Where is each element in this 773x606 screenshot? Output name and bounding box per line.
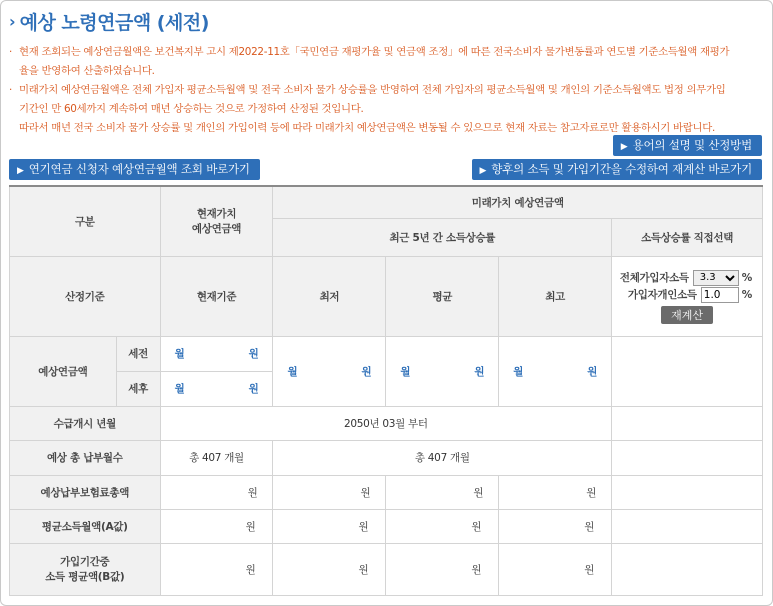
premium-max: 원 (499, 475, 612, 509)
avg-income-avg: 원 (386, 509, 499, 543)
terms-explanation-button[interactable] (613, 135, 762, 156)
unit-won: 원 (587, 365, 598, 378)
direct-value-cell (612, 336, 763, 406)
unit-won: 원 (474, 365, 485, 378)
avg-income-max: 원 (499, 509, 612, 543)
avg-income-direct (612, 509, 763, 543)
header-min: 최저 (273, 256, 386, 336)
pension-table (9, 185, 763, 596)
premium-avg: 원 (386, 475, 499, 509)
bullet-icon: · (9, 84, 13, 96)
unit-month: 월 (174, 348, 185, 360)
notice-text (9, 43, 761, 138)
header-posttax: 세후 (116, 371, 160, 406)
header-start-date: 수급개시 년월 (10, 406, 161, 440)
header-b-value-line1: 가입기간중 (60, 556, 110, 568)
notice-line-3: 따라서 매년 전국 소비자 물가 상승률 및 개인의 가입이력 등에 따라 미래가치 예상연금액은 변동될 수 있으므로 현재 자료는 참고자료로만 활용하시기 바랍니다. (19, 122, 715, 134)
percent-label: % (741, 288, 752, 301)
avg-income-min: 원 (273, 509, 386, 543)
header-max: 최고 (499, 256, 612, 336)
recalculate-button[interactable]: 재계산 (661, 306, 713, 324)
header-basis: 산정기준 (10, 256, 161, 336)
unit-month: 월 (287, 365, 298, 378)
premium-min: 원 (273, 475, 386, 509)
header-recent-5y: 최근 5년 간 소득상승률 (273, 218, 612, 256)
all-subscriber-rate-select[interactable] (693, 270, 739, 286)
deferred-pension-link-button[interactable] (9, 159, 260, 180)
premium-direct (612, 475, 763, 509)
recalculate-link-button[interactable] (472, 159, 762, 180)
header-current-basis: 현재기준 (160, 256, 273, 336)
future-months-value: 총 407 개월 (273, 440, 612, 475)
header-category: 구분 (10, 186, 161, 256)
page-title: 예상 노령연금액 (세전) (19, 11, 209, 34)
b-value-present: 원 (160, 543, 273, 595)
rate-controls (612, 256, 763, 336)
unit-won: 원 (248, 348, 259, 360)
header-future-value: 미래가치 예상연금액 (273, 186, 763, 218)
personal-rate-row (612, 287, 762, 303)
header-pretax: 세전 (116, 336, 160, 371)
chevron-right-icon: › (9, 11, 16, 31)
bullet-icon: · (9, 46, 13, 58)
title-bar (9, 7, 209, 35)
arrow-right-icon: ▶ (17, 166, 24, 176)
terms-explanation-label: 용어의 설명 및 산정방법 (632, 138, 752, 152)
unit-won: 원 (361, 365, 372, 378)
header-total-premium: 예상납부보험료총액 (10, 475, 161, 509)
b-value-direct (612, 543, 763, 595)
start-date-direct (612, 406, 763, 440)
all-subscriber-rate-row (612, 270, 762, 286)
header-avg: 평균 (386, 256, 499, 336)
arrow-right-icon: ▶ (479, 166, 487, 176)
arrow-right-icon: ▶ (620, 142, 628, 152)
percent-label: % (741, 271, 752, 284)
present-months-value: 총 407 개월 (160, 440, 273, 475)
header-present-value-line2: 예상연금액 (191, 223, 242, 236)
header-present-value (160, 186, 273, 256)
avg-income-present: 원 (160, 509, 273, 543)
notice-line-1b: 율을 반영하여 산출하였습니다. (19, 65, 155, 77)
all-subscriber-rate-label: 전체가입자소득 (619, 272, 689, 284)
present-posttax-cell (160, 371, 273, 406)
months-direct (612, 440, 763, 475)
start-date-value: 2050년 03월 부터 (160, 406, 612, 440)
header-total-months: 예상 총 납부월수 (10, 440, 161, 475)
header-b-value-line2: 소득 평균액(B값) (45, 571, 125, 583)
unit-month: 월 (174, 383, 185, 395)
unit-won: 원 (248, 383, 259, 395)
unit-month: 월 (513, 365, 524, 378)
unit-month: 월 (400, 365, 411, 378)
deferred-pension-link-label: 연기연금 신청자 예상연금월액 조회 바로가기 (28, 162, 250, 176)
future-avg-cell (386, 336, 499, 406)
recalculate-link-label: 향후의 소득 및 가입기간을 수정하여 재계산 바로가기 (491, 162, 752, 176)
present-pretax-cell (160, 336, 273, 371)
personal-rate-input[interactable] (701, 287, 739, 303)
header-direct-select: 소득상승률 직접선택 (612, 218, 763, 256)
header-expected-pension: 예상연금액 (10, 336, 117, 406)
notice-line-1: 현재 조회되는 예상연금월액은 보건복지부 고시 제2022-11호「국민연금 재평가율 및 연금액 조정」에 따른 전국소비자 물가변동률과 연도별 기준소득월액 재평가 (19, 46, 730, 58)
notice-line-2: 미래가치 예상연금월액은 전체 가입자 평균소득월액 및 전국 소비자 물가 상승률을 반영하여 전체 가입자의 평균소득월액 및 개인의 기준소득월액도 법정 의무가입 (19, 84, 726, 96)
b-value-min: 원 (273, 543, 386, 595)
future-min-cell (273, 336, 386, 406)
header-b-value (10, 543, 161, 595)
future-max-cell (499, 336, 612, 406)
header-avg-income: 평균소득월액(A값) (10, 509, 161, 543)
b-value-max: 원 (499, 543, 612, 595)
b-value-avg: 원 (386, 543, 499, 595)
notice-line-2b: 기간인 만 60세까지 계속하여 매년 상승하는 것으로 가정하여 산정된 것입니다. (19, 103, 364, 115)
premium-present: 원 (160, 475, 273, 509)
personal-rate-label: 가입자개인소득 (627, 289, 697, 301)
header-present-value-line1: 현재가치 (196, 208, 237, 221)
